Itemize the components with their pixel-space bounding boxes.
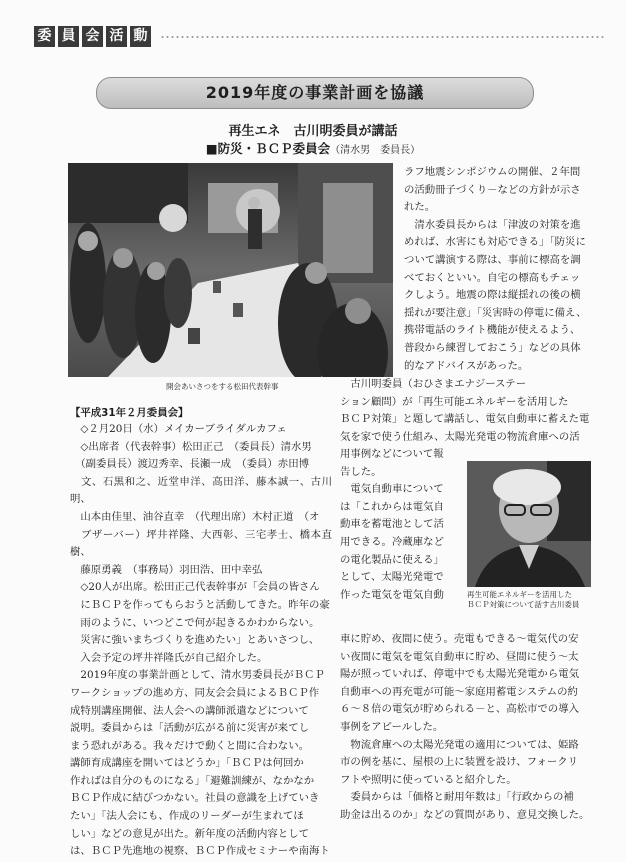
text-line: たい」「法人会にも、作成のリーダーが生まれてほ bbox=[70, 810, 304, 823]
text-line: にＢＣＰを作ってもらおうと活動してきた。昨年の豪 bbox=[70, 598, 330, 611]
text-line: ◇20人が出席。松田正己代表幹事が「会員の皆さん bbox=[70, 581, 320, 594]
speaker-photo-image bbox=[467, 461, 591, 587]
left-column bbox=[70, 421, 332, 861]
text-line: まう恐れがある。我々だけで動くと間に合わない。 bbox=[70, 739, 309, 752]
meeting-photo bbox=[68, 163, 393, 377]
text-line: ６～８倍の電気が貯められる－と、高松市での導入 bbox=[340, 703, 579, 716]
text-line: ション顧問）が「再生可能エネルギーを活用した bbox=[340, 395, 569, 408]
text-line: （副委員長）渡辺秀幸、長瀬一成 （委員）赤田博 bbox=[70, 458, 309, 471]
right-column-wide bbox=[340, 376, 606, 446]
text-line: ＢＣＰ対策」と題して講話し、電気自動車に蓄えた電 bbox=[340, 413, 590, 426]
text-line: ラフ地震シンポジウムの開催、２年間 bbox=[404, 166, 581, 178]
text-line: 清水委員長からは「津波の対策を進 bbox=[404, 218, 581, 231]
text-line: ◇出席者（代表幹事）松田正己 （委員長）清水男 bbox=[70, 440, 312, 453]
caption-line: ＢＣＰ対策について話す古川委員 bbox=[467, 600, 580, 609]
article-title: 2019年度の事業計画を協議 bbox=[96, 77, 534, 109]
text-line: 揺れが要注意」「災害時の停電に備え、 bbox=[404, 306, 587, 319]
header-dotted-rule bbox=[160, 35, 606, 39]
text-line: めれば、水害にも対応できる」「防災に bbox=[404, 236, 586, 249]
caption-line: 再生可能エネルギーを活用した bbox=[467, 590, 572, 599]
text-line: 事例をアピールした。 bbox=[340, 720, 444, 733]
text-line: 普段から練習しておこう」などの具体 bbox=[404, 341, 581, 354]
meeting-heading: 【平成31年２月委員会】 bbox=[70, 407, 189, 419]
text-line: 説明。委員からは「活動が広がる前に災害が来てし bbox=[70, 722, 309, 735]
text-line: 電気自動車について bbox=[340, 483, 444, 496]
text-line: れた。 bbox=[404, 201, 436, 214]
meeting-photo-caption: 開会あいさつをする松田代表幹事 bbox=[166, 382, 279, 391]
text-line: 告した。 bbox=[340, 465, 382, 478]
text-line: べておくといい。自宅の標高もチェッ bbox=[404, 271, 581, 284]
text-line: 市の例を基に、屋根の上に装置を設け、フォークリ bbox=[340, 756, 579, 769]
text-line: 携帯電話のライト機能が使えるよう、 bbox=[404, 324, 581, 337]
text-line: 物流倉庫への太陽光発電の適用については、姫路 bbox=[340, 738, 579, 751]
text-line: 災害に強いまちづくりを進めたい」とあいさつし、 bbox=[70, 634, 320, 647]
text-line: 車に貯め、夜間に使う。売電もできる〜電気代の安 bbox=[340, 633, 579, 645]
committee-chair: （清水男 委員長） bbox=[330, 145, 421, 156]
text-line: い夜間に電気を電気自動車に貯め、昼間に使う〜太 bbox=[340, 650, 579, 663]
text-line: 2019年度の事業計画として、清水男委員長がＢＣＰ bbox=[70, 669, 325, 682]
header-tag-char: 会 bbox=[82, 26, 103, 47]
text-line: 助金は出るのか」などの質問があり、意見交換した。 bbox=[340, 808, 590, 821]
text-line: 用事例などについて報 bbox=[340, 448, 444, 460]
text-line: は「これからは電気自 bbox=[340, 500, 444, 513]
text-line: 雨のように、いつどこで何が起きるかわからない。 bbox=[70, 616, 320, 629]
text-line: の活動冊子づくり－などの方針が示さ bbox=[404, 183, 581, 196]
article-subtitle: 再生エネ 古川明委員が講話 bbox=[228, 124, 398, 139]
speaker-photo bbox=[467, 461, 591, 587]
text-line: 委員からは「価格と耐用年数は」「行政からの補 bbox=[340, 791, 574, 804]
text-line: 自動車への再充電が可能〜家庭用蓄電システムの約 bbox=[340, 685, 578, 698]
text-line: 作ればは自分のものになる」「避難訓練が、なかなか bbox=[70, 774, 315, 787]
text-line: ついて講演する際は、事前に標高を調 bbox=[404, 253, 581, 266]
text-line: ◇２月20日（水）メイカーブライダルカフェ bbox=[70, 423, 287, 435]
header-tag-char: 動 bbox=[130, 26, 151, 47]
text-line: フトや照明に使っていると紹介した。 bbox=[340, 773, 517, 786]
right-column-narrow bbox=[340, 446, 458, 604]
text-line: クしよう。地震の際は縦揺れの後の横 bbox=[404, 289, 581, 302]
right-column-bottom bbox=[340, 631, 606, 825]
text-line: 講師育成講座を開いてはどうか」「ＢＣＰは何回か bbox=[70, 757, 304, 770]
committee-mark: ■ bbox=[205, 141, 218, 156]
header-tag-char: 活 bbox=[106, 26, 127, 47]
text-line: の電化製品に使える」 bbox=[340, 553, 444, 566]
text-line: 動車を蓄電池として活 bbox=[340, 518, 444, 531]
text-line: 的なアドバイスがあった。 bbox=[404, 359, 529, 372]
text-line: 陽が照っていれば、停電中でも太陽光発電から電気 bbox=[340, 668, 579, 681]
text-line: 作った電気を電気自動 bbox=[340, 588, 444, 601]
text-line: ブザーバー）坪井祥隆、大西彰、三宅孝士、橋本直樹、 bbox=[70, 528, 332, 559]
text-line: しい」などの意見が出た。新年度の活動内容として bbox=[70, 827, 309, 840]
text-line: 入会予定の坪井祥隆氏が自己紹介した。 bbox=[70, 651, 268, 664]
text-line: ＢＣＰ作成に結びつかない。社員の意識を上げていき bbox=[70, 792, 320, 805]
text-line: 成特別講座開催、法人会への講師派遣などについて bbox=[70, 704, 309, 717]
text-line: 用できる。冷蔵庫など bbox=[340, 535, 444, 548]
header-tag-char: 委 bbox=[34, 26, 55, 47]
right-column-top bbox=[404, 164, 604, 375]
text-line: として、太陽光発電で bbox=[340, 571, 444, 584]
committee-name: 防災・ＢＣＰ委員会 bbox=[217, 141, 331, 156]
text-line: 藤原勇義 （事務局）羽田浩、田中幸弘 bbox=[70, 563, 263, 576]
text-line: 文、石黒和之、近堂申洋、高田洋、藤本誠一、古川明、 bbox=[70, 475, 332, 506]
text-line: 気を家で使う仕組み、太陽光発電の物流倉庫への活 bbox=[340, 430, 580, 443]
text-line: 山本由佳里、油谷直幸 （代理出席）木村正道 （オ bbox=[70, 510, 320, 523]
meeting-photo-image bbox=[68, 163, 393, 377]
text-line: は、ＢＣＰ先進地の視察、ＢＣＰ作成セミナーや南海ト bbox=[70, 845, 330, 858]
committee-line bbox=[0, 139, 626, 157]
speaker-photo-caption bbox=[467, 590, 607, 610]
text-line: ワークショップの進め方、同友会会員によるＢＣＰ作 bbox=[70, 686, 320, 699]
text-line: 古川明委員（おひさまエナジーステー bbox=[340, 378, 527, 390]
header-tag-char: 員 bbox=[58, 26, 79, 47]
